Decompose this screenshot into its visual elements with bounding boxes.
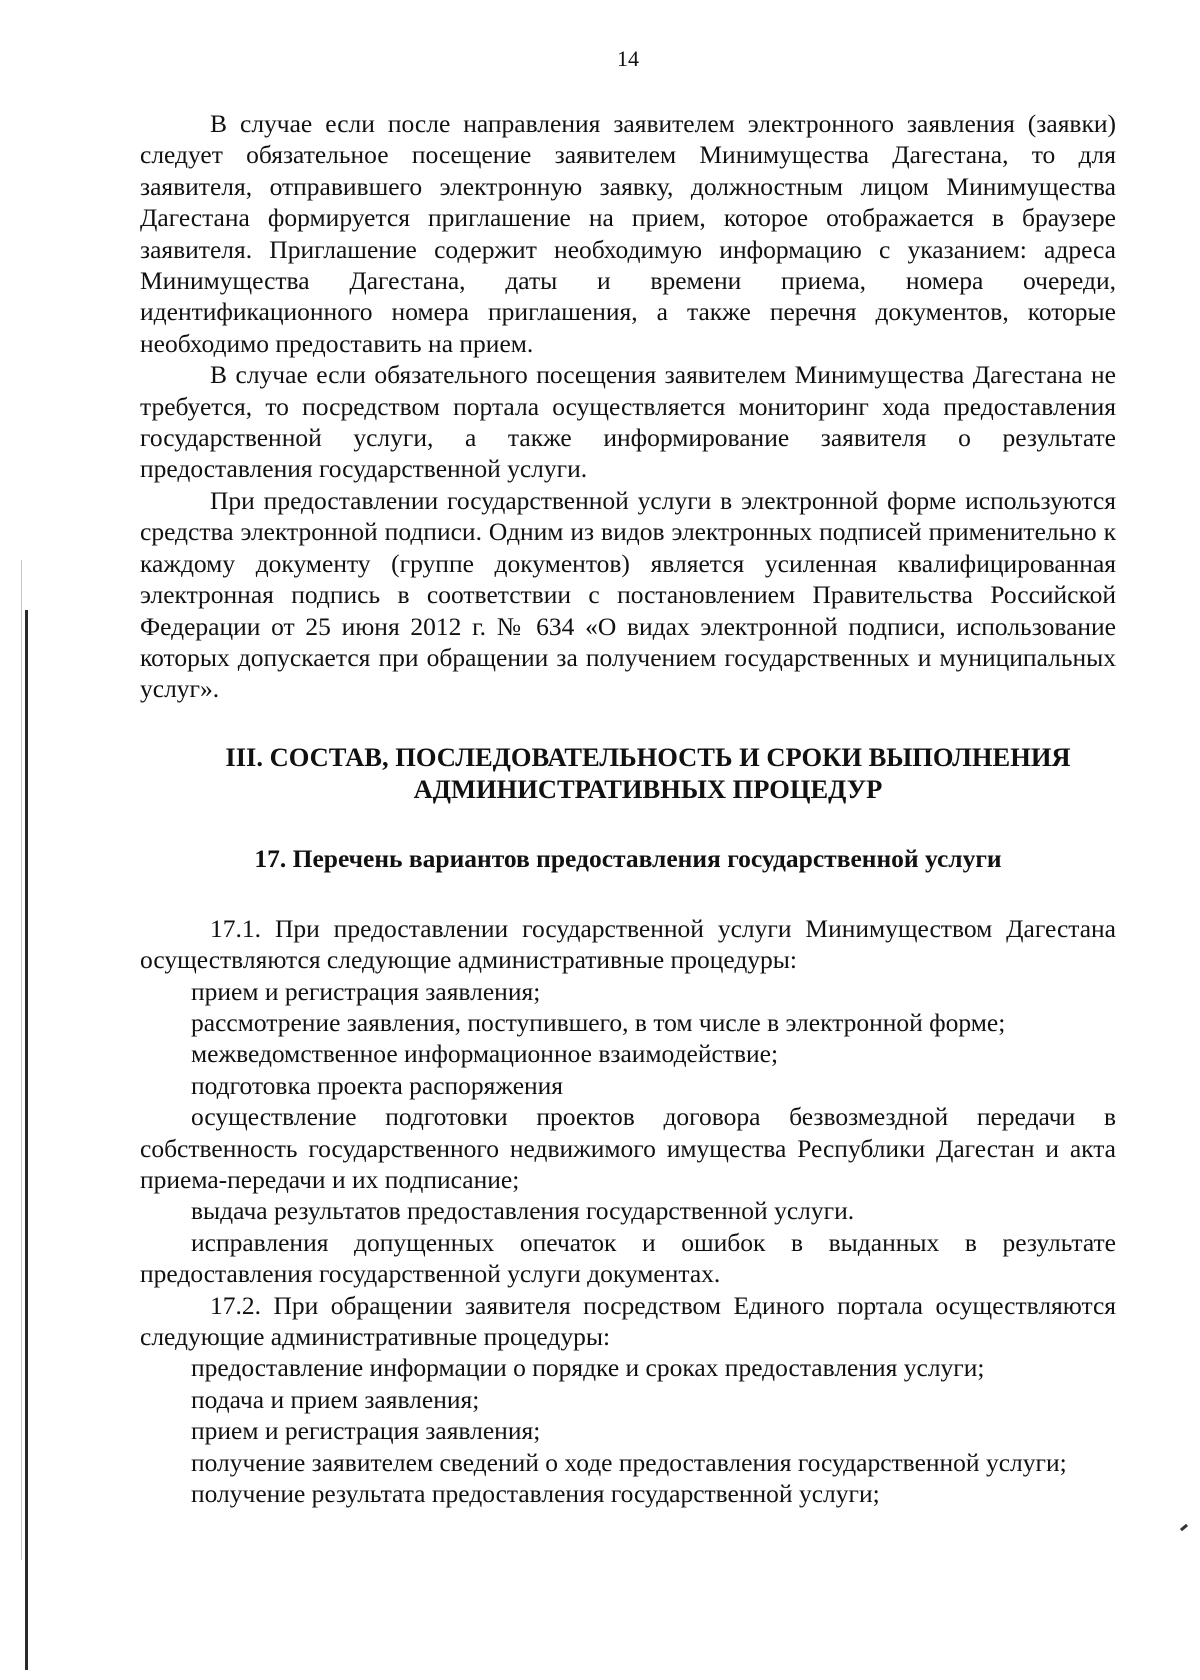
paragraph-electronic-signature: При предоставлении государственной услуги в электронной форме используются средства электронной подписи. Одним из видов электронных подписей применительно к каждому документу (группе документов) является усиленная квалифицированная электронная подпись в соответствии с постановлением Правительства Российской Федерации от 25 июня 2012 г. № 634 «О видах электронной подписи, использование которых допускается при обращении за получением государственных и муниципальных услуг». <box>140 485 1116 704</box>
list-item: рассмотрение заявления, поступившего, в том числе в электронной форме; <box>191 1007 1006 1037</box>
list-item: получение результата предоставления государственной услуги; <box>191 1479 880 1509</box>
section-title: III. СОСТАВ, ПОСЛЕДОВАТЕЛЬНОСТЬ И СРОКИ ВЫПОЛНЕНИЯ АДМИНИСТРАТИВНЫХ ПРОЦЕДУР <box>225 741 1071 804</box>
paragraph-monitoring: В случае если обязательного посещения заявителем Минимущества Дагестана не требуется, то посредством портала осуществляется мониторинг хода предоставления государственной услуги, а также информирование заявителя о результате предоставления государственной услуги. <box>140 360 1116 484</box>
document-page <box>140 46 1116 1509</box>
list-item: прием и регистрация заявления; <box>191 976 541 1006</box>
list-item: подача и прием заявления; <box>191 1384 480 1414</box>
scan-shadow-line <box>21 560 22 1560</box>
list-item: прием и регистрация заявления; <box>191 1416 541 1446</box>
clause-17-1-intro: 17.1. При предоставлении государственной услуги Минимуществом Дагестана осуществляются следующие административные процедуры: <box>140 913 1116 975</box>
list-item: межведомственное информационное взаимодействие; <box>191 1039 779 1069</box>
scan-binding-edge <box>25 610 28 1670</box>
list-item: осуществление подготовки проектов договора безвозмездной передачи в собственность государственного недвижимого имущества Республики Дагестан и акта приема-передачи и их подписание; <box>140 1102 1116 1194</box>
list-item: получение заявителем сведений о ходе предоставления государственной услуги; <box>191 1447 1067 1477</box>
list-item: выдача результатов предоставления государственной услуги. <box>191 1196 855 1226</box>
clause-17-2-intro: 17.2. При обращении заявителя посредством Единого портала осуществляются следующие административные процедуры: <box>140 1290 1116 1351</box>
page-number: 14 <box>617 46 639 71</box>
list-item: подготовка проекта распоряжения <box>191 1070 564 1100</box>
list-item: исправления допущенных опечаток и ошибок в выданных в результате предоставления государственной услуги документах. <box>140 1227 1116 1289</box>
paragraph-invitation: В случае если после направления заявителем электронного заявления (заявки) следует обязательное посещение заявителем Минимущества Дагестана, то для заявителя, отправившего электронную заявку, должностным лицом Минимущества Дагестана формируется приглашение на прием, которое отображается в браузере заявителя. Приглашение содержит необходимую информацию с указанием: адреса Минимущества Дагестана, даты и времени приема, номера очереди, идентификационного номера приглашения, а также перечня документов, которые необходимо предоставить на прием. <box>140 109 1116 358</box>
subsection-title: 17. Перечень вариантов предоставления государственной услуги <box>254 843 1002 873</box>
list-item: предоставление информации о порядке и сроках предоставления услуги; <box>191 1353 985 1383</box>
scan-corner-mark <box>1180 1524 1188 1531</box>
